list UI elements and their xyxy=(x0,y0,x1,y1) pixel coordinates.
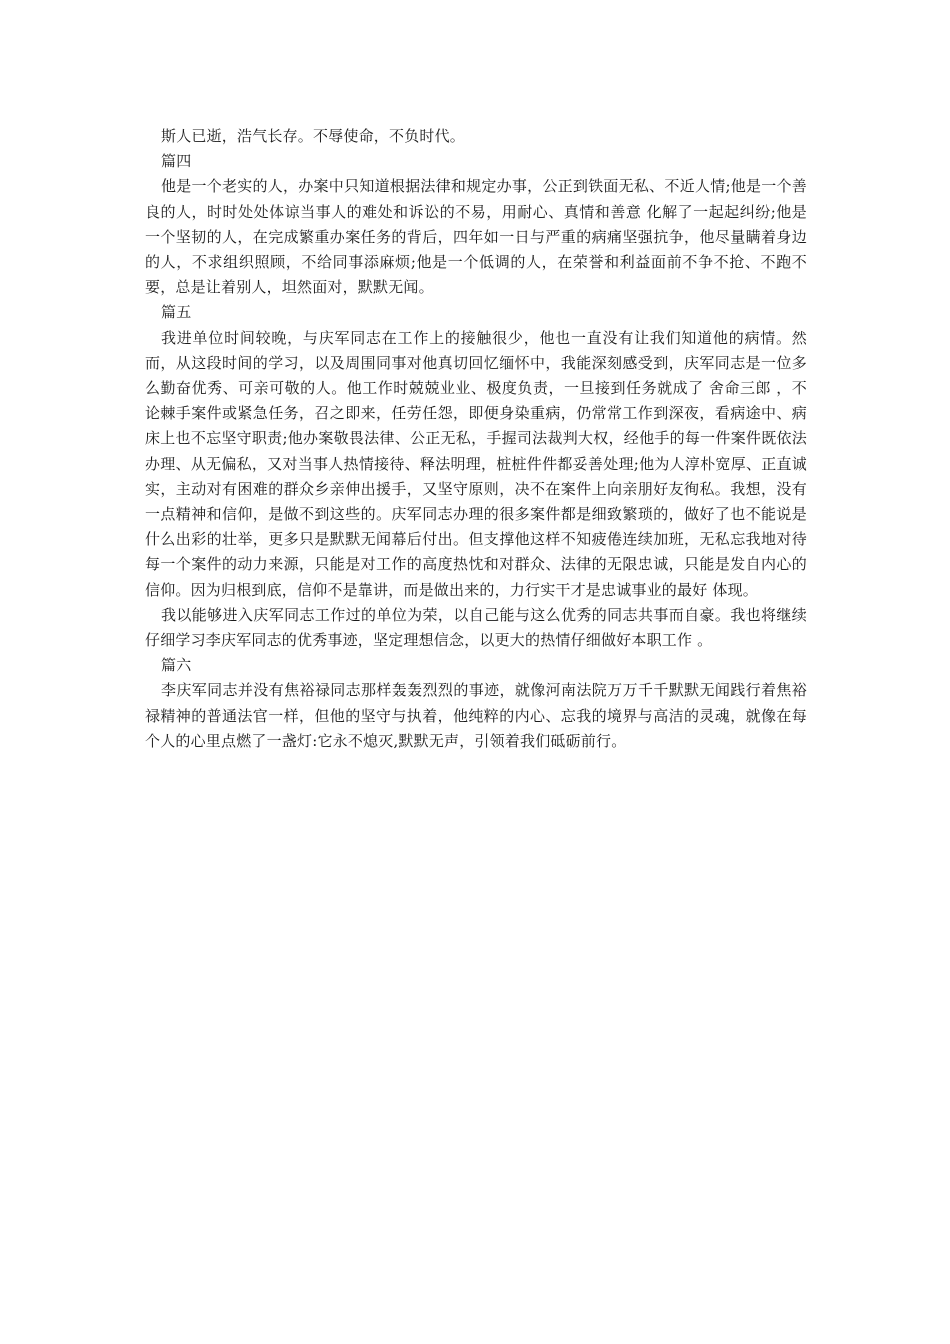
section-4-paragraph: 他是一个老实的人，办案中只知道根据法律和规定办事，公正到铁面无私、不近人情;他是一个善良的人，时时处处体谅当事人的难处和诉讼的不易，用耐心、真情和善意 化解了一起起纠纷;他是一个坚韧的人，在完成繁重办案任务的背后，四年如一日与严重的病痛坚强抗争，他尽量瞒着身边的人，不求组织照顾，不给同事添麻烦;他是一个低调的人，在荣誉和利益面前不争不抢、不跑不要，总是让着别人，坦然面对，默默无闻。 xyxy=(145,177,807,297)
section-5-paragraph-2: 我以能够进入庆军同志工作过的单位为荣，以自己能与这么优秀的同志共事而自豪。我也将继续仔细学习李庆军同志的优秀事迹，坚定理想信念，以更大的热情仔细做好本职工作 。 xyxy=(145,605,807,650)
document-body xyxy=(145,124,807,754)
section-5-paragraph-1: 我进单位时间较晚，与庆军同志在工作上的接触很少，他也一直没有让我们知道他的病情。然而，从这段时间的学习，以及周围同事对他真切回忆缅怀中，我能深刻感受到，庆军同志是一位多么勤奋优秀、可亲可敬的人。他工作时兢兢业业、极度负责，一旦接到任务就成了 舍命三郎 ，不论棘手案件或紧急任务，召之即来，任劳任怨，即便身染重病，仍常常工作到深夜，看病途中、病床上也不忘坚守职责;他办案敬畏法律、公正无私，手握司法裁判大权，经他手的每一件案件既依法办理、从无偏私，又对当事人热情接待、释法明理，桩桩件件都妥善处理;他为人淳朴宽厚、正直诚实，主动对有困难的群众乡亲伸出援手，又坚守原则，决不在案件上向亲朋好友徇私。我想，没有一点精神和信仰，是做不到这些的。庆军同志办理的很多案件都是细致繁琐的，做好了也不能说是什么出彩的壮举，更多只是默默无闻幕后付出。但支撑他这样不知疲倦连续加班，无私忘我地对待每一个案件的动力来源，只能是对工作的高度热忱和对群众、法律的无限忠诚，只能是发自内心的信仰。因为归根到底，信仰不是靠讲，而是做出来的，力行实干才是忠诚事业的最好 体现。 xyxy=(145,328,807,599)
section-heading-4: 篇四 xyxy=(161,152,192,171)
section-heading-5: 篇五 xyxy=(161,303,192,322)
section-heading-6: 篇六 xyxy=(161,656,192,675)
section-6-paragraph: 李庆军同志并没有焦裕禄同志那样轰轰烈烈的事迹，就像河南法院万万千千默默无闻践行着焦裕禄精神的普通法官一样，但他的坚守与执着，他纯粹的内心、忘我的境界与高洁的灵魂，就像在每个人的心里点燃了一盏灯:它永不熄灭,默默无声，引领着我们砥砺前行。 xyxy=(145,681,807,750)
intro-line: 斯人已逝，浩气长存。不辱使命，不负时代。 xyxy=(161,127,466,145)
